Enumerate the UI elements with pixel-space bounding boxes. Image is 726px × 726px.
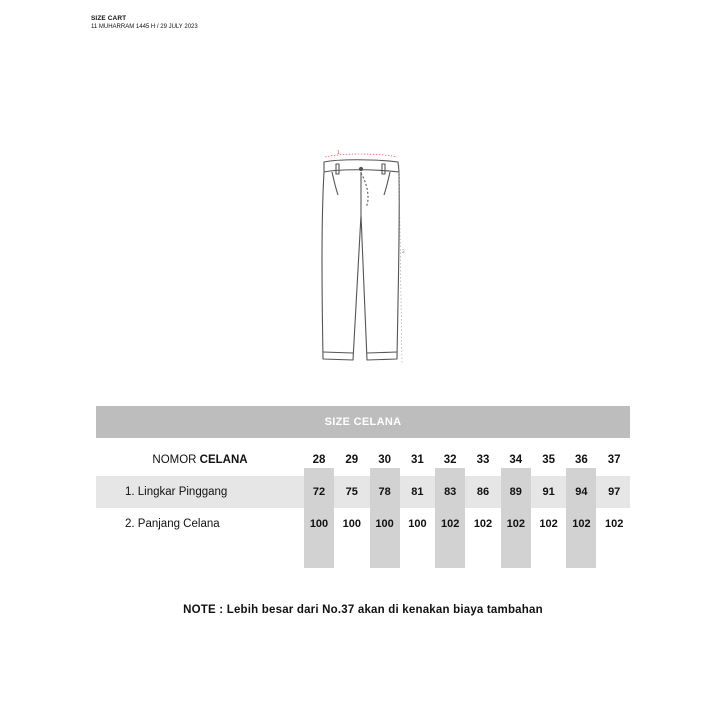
size-header-cell: 28 — [312, 454, 326, 466]
row-label: 2. Panjang Celana — [125, 518, 220, 530]
size-header-cell: 30 — [378, 454, 391, 466]
value-cell: 89 — [509, 486, 522, 498]
value-cell: 78 — [378, 486, 391, 498]
value-cell: 81 — [411, 486, 424, 498]
table-row — [96, 508, 630, 540]
value-cell: 100 — [342, 518, 361, 530]
page-header — [91, 14, 198, 32]
size-header-cell: 29 — [345, 454, 359, 466]
size-header-cell: 37 — [607, 454, 621, 466]
pants-diagram — [310, 145, 410, 375]
table-row — [96, 476, 630, 508]
value-cell: 75 — [345, 486, 358, 498]
table-header-label — [96, 444, 304, 476]
size-header-cell: 31 — [410, 454, 424, 466]
value-cell: 102 — [441, 518, 460, 530]
value-cell: 97 — [608, 486, 621, 498]
value-cell: 102 — [506, 518, 525, 530]
size-table — [96, 406, 630, 566]
note-text: NOTE : Lebih besar dari No.37 akan di kenakan biaya tambahan — [183, 604, 543, 616]
size-header-cell: 32 — [443, 454, 457, 466]
size-header-cell: 33 — [476, 454, 490, 466]
table-header-row — [96, 444, 630, 476]
value-cell: 72 — [312, 486, 326, 498]
header-label-prefix: NOMOR — [152, 454, 200, 466]
value-cell: 86 — [476, 486, 490, 498]
value-cell: 94 — [575, 486, 588, 498]
value-cell: 102 — [539, 518, 558, 530]
value-cell: 102 — [473, 518, 493, 530]
size-header-cell: 35 — [542, 454, 555, 466]
value-cell: 91 — [542, 486, 555, 498]
marker-length: 2 — [402, 250, 405, 255]
size-header-cell: 34 — [509, 454, 523, 466]
value-cell: 100 — [309, 518, 329, 530]
document-date: 11 MUHARRAM 1445 H / 29 JULY 2023 — [91, 24, 198, 30]
document-title: SIZE CART — [91, 15, 127, 22]
row-label: 1. Lingkar Pinggang — [125, 486, 228, 498]
size-table-title: SIZE CELANA — [96, 406, 630, 438]
value-cell: 102 — [572, 518, 591, 530]
marker-waist: 1 — [337, 151, 340, 156]
size-header-cell: 36 — [574, 454, 588, 466]
size-table-body — [96, 438, 630, 566]
value-cell: 83 — [444, 486, 457, 498]
value-cell: 100 — [408, 518, 427, 530]
value-cell: 102 — [605, 518, 624, 530]
value-cell: 100 — [375, 518, 394, 530]
header-label-bold: CELANA — [199, 454, 248, 466]
